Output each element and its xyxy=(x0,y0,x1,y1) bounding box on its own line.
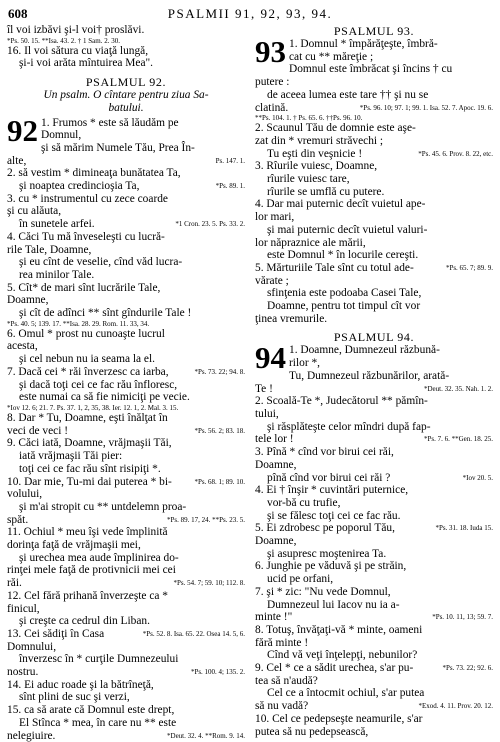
line-text: **Ps. 104. 1. † Ps. 65. 6. ††Ps. 96. 10. xyxy=(255,114,363,123)
line-text: spăt. xyxy=(7,513,29,526)
cross-reference: *Ps. 56. 2; 83. 18. xyxy=(194,426,245,435)
verse-line xyxy=(255,211,493,224)
line-text: şi să mărim Numele Tău, Prea În- xyxy=(41,141,195,154)
verse-line xyxy=(7,615,245,628)
line-text: de aceea lumea este tare †† şi nu se xyxy=(267,88,429,101)
verse-line xyxy=(7,603,245,616)
line-text: 7. Dacă cei * răi înverzesc ca iarba, xyxy=(7,365,169,378)
line-text: rilor *, xyxy=(289,357,321,370)
verse-line xyxy=(255,510,493,523)
verse-line xyxy=(7,155,245,168)
running-title: PSALMII 91, 92, 93, 94. xyxy=(167,6,333,21)
verse-line xyxy=(255,675,493,688)
verse-line xyxy=(7,425,245,438)
line-text: 3. Rîurile vuiesc, Doamne, xyxy=(255,160,378,173)
line-text: şi răsplăteşte celor mîndri după fap- xyxy=(267,420,431,433)
line-text: 5. Mărturiile Tale sînt cu totul ade- xyxy=(255,261,414,274)
cross-reference: *Ps. 7. 6. **Gen. 18. 25. xyxy=(423,435,493,444)
line-text: şi eu cînt de veselie, cînd văd lucra- xyxy=(19,256,183,269)
verse-line xyxy=(255,237,493,250)
verse-line xyxy=(7,666,245,679)
line-text: tea să n'audă? xyxy=(255,674,318,687)
verse-line xyxy=(255,611,493,624)
cross-reference: *1 Cron. 23. 5. Ps. 33. 2. xyxy=(175,220,245,229)
verse-line xyxy=(7,328,245,341)
verse-line xyxy=(255,700,493,713)
verse-line xyxy=(255,433,493,446)
line-text: Cînd vă veţi înţelepţi, nebunilor? xyxy=(267,649,418,662)
line-text: finicul, xyxy=(7,602,40,615)
line-text: 1. Doamne, Dumnezeul răzbună- xyxy=(289,344,440,357)
verse-line xyxy=(255,63,493,76)
verse-line xyxy=(255,135,493,148)
cross-reference: *Ps. 65. 7; 89. 9. xyxy=(445,263,493,272)
line-text: tului, xyxy=(255,407,279,420)
line-text: Domnul este îmbrăcat şi încins † cu xyxy=(289,63,453,76)
verse-line xyxy=(255,51,493,64)
cross-reference: *Ps. 31. 18. Iuda 15. xyxy=(435,524,493,533)
cross-reference: *Ps. 89. 17, 24. **Ps. 23. 5. xyxy=(167,515,245,524)
verse-line xyxy=(255,573,493,586)
verse-line xyxy=(7,564,245,577)
line-text: minte !" xyxy=(255,611,293,624)
verse-line xyxy=(7,514,245,527)
verse-line xyxy=(7,450,245,463)
line-text: ucid pe orfani, xyxy=(267,573,334,586)
line-text: lor mari, xyxy=(255,211,295,224)
psalm-92-drop-number: 92 xyxy=(7,112,38,148)
cross-reference: *Deut. 32. 35. Nah. 1. 2. xyxy=(423,384,493,393)
line-text: şi cu alăuta, xyxy=(7,205,62,218)
cross-reference: *Ps. 96. 10; 97. 1; 99. 1. Isa. 52. 7. Apoc. 19. 6. xyxy=(359,103,493,112)
verse-line xyxy=(255,586,493,599)
footnote-line xyxy=(7,320,245,328)
verse-line xyxy=(7,526,245,539)
line-text: Doamne, xyxy=(7,294,49,307)
verse-line xyxy=(255,560,493,573)
cross-reference: *Ps. 54. 7; 59. 10; 112. 8. xyxy=(173,579,245,588)
line-text: Cel ce a întocmit ochiul, s'ar putea xyxy=(267,687,425,700)
line-text: volului, xyxy=(7,488,43,501)
cross-reference: *Ps. 89. 1. xyxy=(215,182,245,191)
verse-line xyxy=(7,679,245,692)
verse-line xyxy=(255,357,493,370)
verse-line xyxy=(7,717,245,730)
line-text: 7. şi * zic: "Nu vede Domnul, xyxy=(255,585,391,598)
line-text: 2. să vestim * dimineaţa bunătatea Ta, xyxy=(7,167,181,180)
verse-line xyxy=(7,218,245,231)
line-text: dorinţa faţă de vrăjmaşii mei, xyxy=(7,539,141,552)
footnote-line xyxy=(7,37,245,45)
line-text: 15. ca să arate că Domnul este drept, xyxy=(7,704,175,717)
line-text: este numai ca să fie nimiciţi pe vecie. xyxy=(19,391,190,404)
verse-line xyxy=(7,653,245,666)
psalm-94-title: PSALMUL 94. xyxy=(333,330,415,345)
verse-line xyxy=(7,501,245,514)
verse-line xyxy=(7,167,245,180)
verse-line xyxy=(7,307,245,320)
line-text: şi creşte ca cedrul din Liban. xyxy=(19,615,150,628)
line-text: 9. Căci iată, Doamne, vrăjmaşii Tăi, xyxy=(7,437,172,450)
line-text: zat din * vremuri străvechi ; xyxy=(255,134,384,147)
cross-reference: *Ps. 100. 4; 135. 2. xyxy=(190,668,245,677)
line-text: ţinea vremurile. xyxy=(255,312,328,325)
verse-line xyxy=(255,383,493,396)
verse-line xyxy=(7,193,245,206)
line-text: 4. Căci Tu mă înveseleşti cu lucră- xyxy=(7,230,165,243)
cross-reference: *Exod. 4. 11. Prov. 20. 12. xyxy=(418,702,493,711)
left-column xyxy=(7,24,245,742)
verse-line xyxy=(7,391,245,404)
line-text: 1. Frumos * este să lăudăm pe xyxy=(41,116,179,129)
line-text: 6. Junghie pe văduvă şi pe străin, xyxy=(255,560,407,573)
verse-line xyxy=(7,269,245,282)
verse-line xyxy=(7,244,245,257)
psalm-92-body xyxy=(7,112,245,742)
line-text: nostru. xyxy=(7,666,39,679)
line-text: 14. Ei aduc roade şi la bătrîneţă, xyxy=(7,678,154,691)
line-text: veci de veci ! xyxy=(7,424,69,437)
verse-line xyxy=(7,704,245,717)
line-text: toţi cei ce fac rău sînt risipiţi *. xyxy=(19,462,161,475)
line-text: fără minte ! xyxy=(255,636,309,649)
line-text: şi-i voi arăta mîntuirea Mea". xyxy=(19,57,154,70)
verse-line xyxy=(7,379,245,392)
verse-line xyxy=(255,173,493,186)
verse-line xyxy=(255,484,493,497)
verse-line xyxy=(255,726,493,739)
verse-line xyxy=(7,691,245,704)
verse-line xyxy=(255,224,493,237)
cross-reference: *Deut. 32. 4. **Rom. 9. 14. xyxy=(167,731,245,740)
page-number: 608 xyxy=(8,6,28,21)
verse-line xyxy=(255,76,493,89)
verse-line xyxy=(7,539,245,552)
line-text: Dumnezeul lui Iacov nu ia a- xyxy=(267,598,400,611)
verse-line xyxy=(7,294,245,307)
verse-line xyxy=(7,590,245,603)
verse-line xyxy=(255,313,493,326)
verse-line xyxy=(7,180,245,193)
line-text: să nu vadă? xyxy=(255,700,309,713)
verse-line xyxy=(255,275,493,288)
verse-line xyxy=(7,730,245,742)
line-text: rîurile se umflă cu putere. xyxy=(267,185,385,198)
cross-reference: *Ps. 73. 22; 92. 6. xyxy=(442,664,493,673)
psalm-92-subtitle-line1: Un psalm. O cîntare pentru ziua Sa- xyxy=(43,89,209,102)
verse-line xyxy=(255,395,493,408)
line-text: Doamne, pentru tot timpul cît vor xyxy=(267,300,421,313)
cross-reference: *Ps. 45. 6. Prov. 8. 22, etc. xyxy=(418,149,493,158)
psalm-93-body xyxy=(255,34,493,325)
line-text: iată vrăjmaşii Tăi pier: xyxy=(19,450,123,463)
verse-line xyxy=(255,687,493,700)
psalm-91-end xyxy=(7,24,245,70)
line-text: 12. Cel fără prihană înverzeşte ca * xyxy=(7,589,168,602)
verse-line xyxy=(7,437,245,450)
verse-line xyxy=(7,463,245,476)
line-text: putere : xyxy=(255,76,290,89)
line-text: 9. Cel * ce a sădit urechea, s'ar pu- xyxy=(255,662,414,675)
verse-line xyxy=(255,89,493,102)
line-text: rîurile vuiesc tare, xyxy=(267,173,350,186)
line-text: sfinţenia este podoaba Casei Tale, xyxy=(267,287,422,300)
page-header xyxy=(7,6,493,24)
psalm-94-body xyxy=(255,340,493,738)
line-text: pînă cînd vor birui cei răi ? xyxy=(267,471,391,484)
line-text: Te ! xyxy=(255,382,273,395)
line-text: clatină. xyxy=(255,101,289,114)
line-text: vor-bă cu trufie, xyxy=(267,496,341,509)
line-text: Doamne, xyxy=(255,458,297,471)
line-text: şi m'ai stropit cu ** untdelemn proa- xyxy=(19,500,187,513)
line-text: *Ps. 50. 15. **Isa. 43. 2. † 1 Sam. 2. 30. xyxy=(7,36,120,45)
verse-line xyxy=(7,117,245,130)
line-text: răi. xyxy=(7,577,22,590)
line-text: 5. Ei zdrobesc pe poporul Tău, xyxy=(255,522,395,535)
line-text: rile Tale, Doamne, xyxy=(7,243,92,256)
verse-line xyxy=(255,300,493,313)
line-text: 16. Il voi sătura cu viaţă lungă, xyxy=(7,44,149,57)
verse-line xyxy=(7,340,245,353)
line-text: 8. Dar * Tu, Doamne, eşti înălţat în xyxy=(7,411,168,424)
line-text: acesta, xyxy=(7,340,38,353)
line-text: Domnul, xyxy=(41,129,82,142)
verse-line xyxy=(7,142,245,155)
line-text: 3. cu * instrumentul cu zece coarde xyxy=(7,192,168,205)
line-text: îl voi izbăvi şi-l voi† proslăvi. xyxy=(7,24,145,36)
verse-line xyxy=(7,129,245,142)
verse-line xyxy=(255,637,493,650)
verse-line xyxy=(7,412,245,425)
line-text: Tu, Dumnezeul răzbunărilor, arată- xyxy=(289,369,450,382)
line-text: nelegiuire. xyxy=(7,729,56,742)
line-text: înverzesc în * curţile Dumnezeului xyxy=(19,653,179,666)
line-text: şi asupresc moştenirea Ta. xyxy=(267,547,387,560)
line-text: 2. Scoală-Te *, Judecătorul ** pămîn- xyxy=(255,395,428,408)
cross-reference: *Iov 20. 5. xyxy=(462,473,493,482)
line-text: lor năpraznice ale mării, xyxy=(255,236,366,249)
line-text: 5. Cît* de mari sînt lucrările Tale, xyxy=(7,281,161,294)
line-text: alte, xyxy=(7,154,27,167)
line-text: şi cel nebun nu ia seama la el. xyxy=(19,353,156,366)
line-text: 8. Totuş, învăţaţi-vă * minte, oameni xyxy=(255,623,423,636)
line-text: Doamne, xyxy=(255,535,297,548)
verse-line xyxy=(7,24,245,37)
line-text: *Ps. 40. 5; 139. 17. **Isa. 28. 29. Rom. 11. 33, 34. xyxy=(7,319,150,328)
psalm-92-subtitle-line2: batului. xyxy=(108,101,144,114)
psalm-94-drop-number: 94 xyxy=(255,340,286,376)
verse-line xyxy=(7,256,245,269)
line-text: este Domnul * în locurile cereşti. xyxy=(267,249,419,262)
line-text: sînt plini de suc şi verzi, xyxy=(19,691,130,704)
verse-line xyxy=(255,38,493,51)
line-text: tele lor ! xyxy=(255,433,294,446)
line-text: 10. Dar mie, Tu-mi dai puterea * bi- xyxy=(7,475,172,488)
psalm-93-title: PSALMUL 93. xyxy=(333,24,415,38)
line-text: 2. Scaunul Tău de domnie este aşe- xyxy=(255,122,416,135)
verse-line xyxy=(255,249,493,262)
verse-line xyxy=(255,287,493,300)
verse-line xyxy=(255,535,493,548)
line-text: putea să nu pedepsească, xyxy=(255,725,369,738)
line-text: Tu eşti din veşnicie ! xyxy=(267,147,363,160)
verse-line xyxy=(255,624,493,637)
verse-line xyxy=(255,459,493,472)
line-text: şi noaptea credincioşia Ta, xyxy=(19,180,140,193)
verse-line xyxy=(255,370,493,383)
verse-line xyxy=(255,421,493,434)
verse-line xyxy=(7,552,245,565)
verse-line xyxy=(255,160,493,173)
verse-line xyxy=(255,548,493,561)
line-text: şi urechea mea aude împlinirea do- xyxy=(19,551,179,564)
cross-reference: *Ps. 52. 8. Isa. 65. 22. Osea 14. 5, 6. xyxy=(142,629,245,638)
line-text: 11. Ochiul * meu îşi vede împlinită xyxy=(7,526,168,539)
line-text: *Iov 12. 6; 21. 7. Ps. 37. 1, 2, 35, 38. Ier. 12. 1, 2. Mal. 3. 15. xyxy=(7,403,179,412)
verse-line xyxy=(255,599,493,612)
line-text: 1. Domnul * împărăţeşte, îmbră- xyxy=(289,38,438,50)
cross-reference: *Ps. 73. 22; 94. 8. xyxy=(194,367,245,376)
footnote-line xyxy=(7,404,245,412)
footnote-line xyxy=(255,114,493,122)
verse-line xyxy=(255,446,493,459)
line-text: vărate ; xyxy=(255,274,289,287)
line-text: rinţei mele faţă de protivnicii mei cei xyxy=(7,564,176,577)
columns xyxy=(7,24,493,742)
line-text: în sunetele arfei. xyxy=(19,218,95,231)
line-text: şi dacă toţi cei ce fac rău înfloresc, xyxy=(19,378,178,391)
verse-line xyxy=(7,57,245,70)
line-text: rea minilor Tale. xyxy=(19,268,95,281)
verse-line xyxy=(255,102,493,115)
line-text: cat cu ** măreţie ; xyxy=(289,50,374,63)
line-text: 6. Omul * prost nu cunoaşte lucrul xyxy=(7,327,165,340)
verse-line xyxy=(7,353,245,366)
line-text: 3. Pînă * cînd vor birui cei răi, xyxy=(255,446,394,459)
psalm-93-drop-number: 93 xyxy=(255,34,286,69)
verse-line xyxy=(255,344,493,357)
verse-line xyxy=(7,45,245,58)
verse-line xyxy=(255,497,493,510)
right-column xyxy=(255,24,493,742)
line-text: 13. Cei sădiţi în Casa Domnului, xyxy=(7,627,105,653)
verse-line xyxy=(7,231,245,244)
verse-line xyxy=(7,488,245,501)
verse-line xyxy=(255,122,493,135)
cross-reference: Ps. 147. 1. xyxy=(215,156,245,165)
verse-line xyxy=(255,408,493,421)
verse-line xyxy=(7,282,245,295)
line-text: 10. Cel ce pedepseşte neamurile, s'ar xyxy=(255,712,423,725)
cross-reference: *Ps. 68. 1; 89. 10. xyxy=(194,477,245,486)
line-text: şi mai puternic decît vuietul valuri- xyxy=(267,223,428,236)
line-text: 4. Dar mai puternic decît vuietul ape- xyxy=(255,198,426,211)
verse-line xyxy=(255,186,493,199)
psalm-92-subtitle xyxy=(7,89,245,114)
line-text: şi se fălesc toţi cei ce fac rău. xyxy=(267,509,401,522)
verse-line xyxy=(255,148,493,161)
line-text: El Stînca * mea, în care nu ** este xyxy=(19,716,177,729)
verse-line xyxy=(255,713,493,726)
line-text: 4. Ei † înşir * cuvintări puternice, xyxy=(255,484,409,497)
verse-line xyxy=(255,649,493,662)
verse-line xyxy=(7,577,245,590)
verse-line xyxy=(7,205,245,218)
cross-reference: *Ps. 10. 11, 13; 59. 7. xyxy=(432,613,493,622)
psalm-92-title: PSALMUL 92. xyxy=(85,75,167,90)
verse-line xyxy=(255,198,493,211)
line-text: şi cît de adînci ** sînt gîndurile Tale ! xyxy=(19,307,192,320)
verse-line xyxy=(255,472,493,485)
